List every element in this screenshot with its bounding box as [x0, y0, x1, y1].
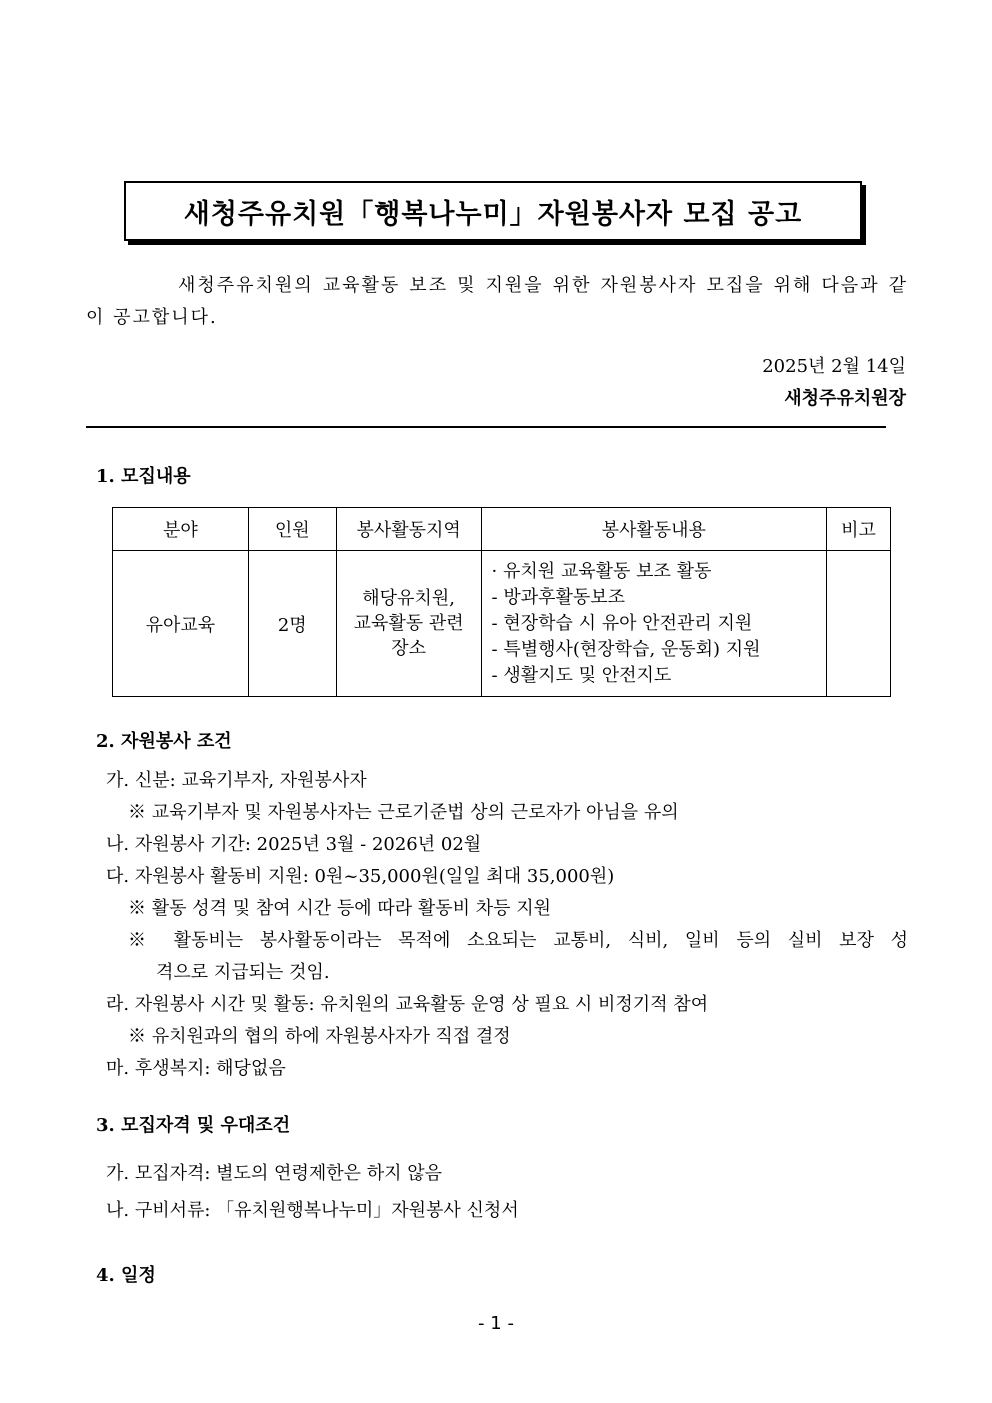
section-heading-qualifications: 3. 모집자격 및 우대조건	[96, 1115, 291, 1136]
section-heading-recruitment: 1. 모집내용	[96, 466, 191, 487]
section-heading-schedule: 4. 일정	[96, 1265, 156, 1286]
content-line: - 특별행사(현장학습, 운동회) 지원	[491, 638, 761, 660]
page-number: - 1 -	[478, 1313, 514, 1334]
condition-line: 마. 후생복지: 해당없음	[106, 1058, 286, 1079]
content-line: · 유치원 교육활동 보조 활동	[491, 560, 712, 582]
cell-field: 유아교육	[113, 551, 249, 697]
header-count: 인원	[248, 508, 336, 551]
document-title: 새청주유치원「행복나누미」자원봉사자 모집 공고	[124, 181, 862, 241]
condition-line: 나. 자원봉사 기간: 2025년 3월 - 2026년 02월	[106, 834, 482, 855]
condition-note: ※ 활동 성격 및 참여 시간 등에 따라 활동비 차등 지원	[128, 898, 551, 919]
cell-area	[336, 551, 481, 697]
header-note: 비고	[827, 508, 891, 551]
cell-content	[481, 551, 827, 697]
content-line: - 현장학습 시 유아 안전관리 지원	[491, 612, 753, 634]
cell-count: 2명	[248, 551, 336, 697]
divider	[86, 426, 886, 428]
table-row	[113, 551, 891, 697]
content-line: - 방과후활동보조	[491, 586, 626, 608]
header-content: 봉사활동내용	[481, 508, 827, 551]
qualification-line: 가. 모집자격: 별도의 연령제한은 하지 않음	[106, 1163, 442, 1184]
condition-line: 라. 자원봉사 시간 및 활동: 유치원의 교육활동 운영 상 필요 시 비정기적 참여	[106, 994, 709, 1015]
intro-paragraph: 새청주유치원의 교육활동 보조 및 지원을 위한 자원봉사자 모집을 위해 다음과 같이 공고합니다.	[86, 275, 908, 328]
condition-line: 다. 자원봉사 활동비 지원: 0원~35,000원(일일 최대 35,000원)	[106, 866, 615, 887]
qualification-line: 나. 구비서류: 「유치원행복나누미」자원봉사 신청서	[106, 1200, 519, 1221]
announcement-date: 2025년 2월 14일	[762, 356, 906, 377]
table-header-row	[113, 508, 891, 551]
signature: 새청주유치원장	[784, 388, 906, 409]
cell-note	[827, 551, 891, 697]
area-line: 교육활동 관련	[353, 613, 464, 634]
area-line: 해당유치원,	[362, 588, 455, 609]
condition-note: ※ 활동비는 봉사활동이라는 목적에 소요되는 교통비, 식비, 일비 등의 실비 보장 성	[128, 930, 908, 951]
area-line: 장소	[391, 638, 426, 659]
condition-note: ※ 유치원과의 협의 하에 자원봉사자가 직접 결정	[128, 1026, 511, 1047]
condition-note-continued: 격으로 지급되는 것임.	[156, 962, 330, 983]
condition-line: 가. 신분: 교육기부자, 자원봉사자	[106, 770, 367, 791]
section-heading-conditions: 2. 자원봉사 조건	[96, 731, 232, 752]
header-field: 분야	[113, 508, 249, 551]
header-area: 봉사활동지역	[336, 508, 481, 551]
condition-note: ※ 교육기부자 및 자원봉사자는 근로기준법 상의 근로자가 아님을 유의	[128, 802, 679, 823]
content-line: - 생활지도 및 안전지도	[491, 664, 672, 686]
recruitment-table	[112, 507, 891, 697]
